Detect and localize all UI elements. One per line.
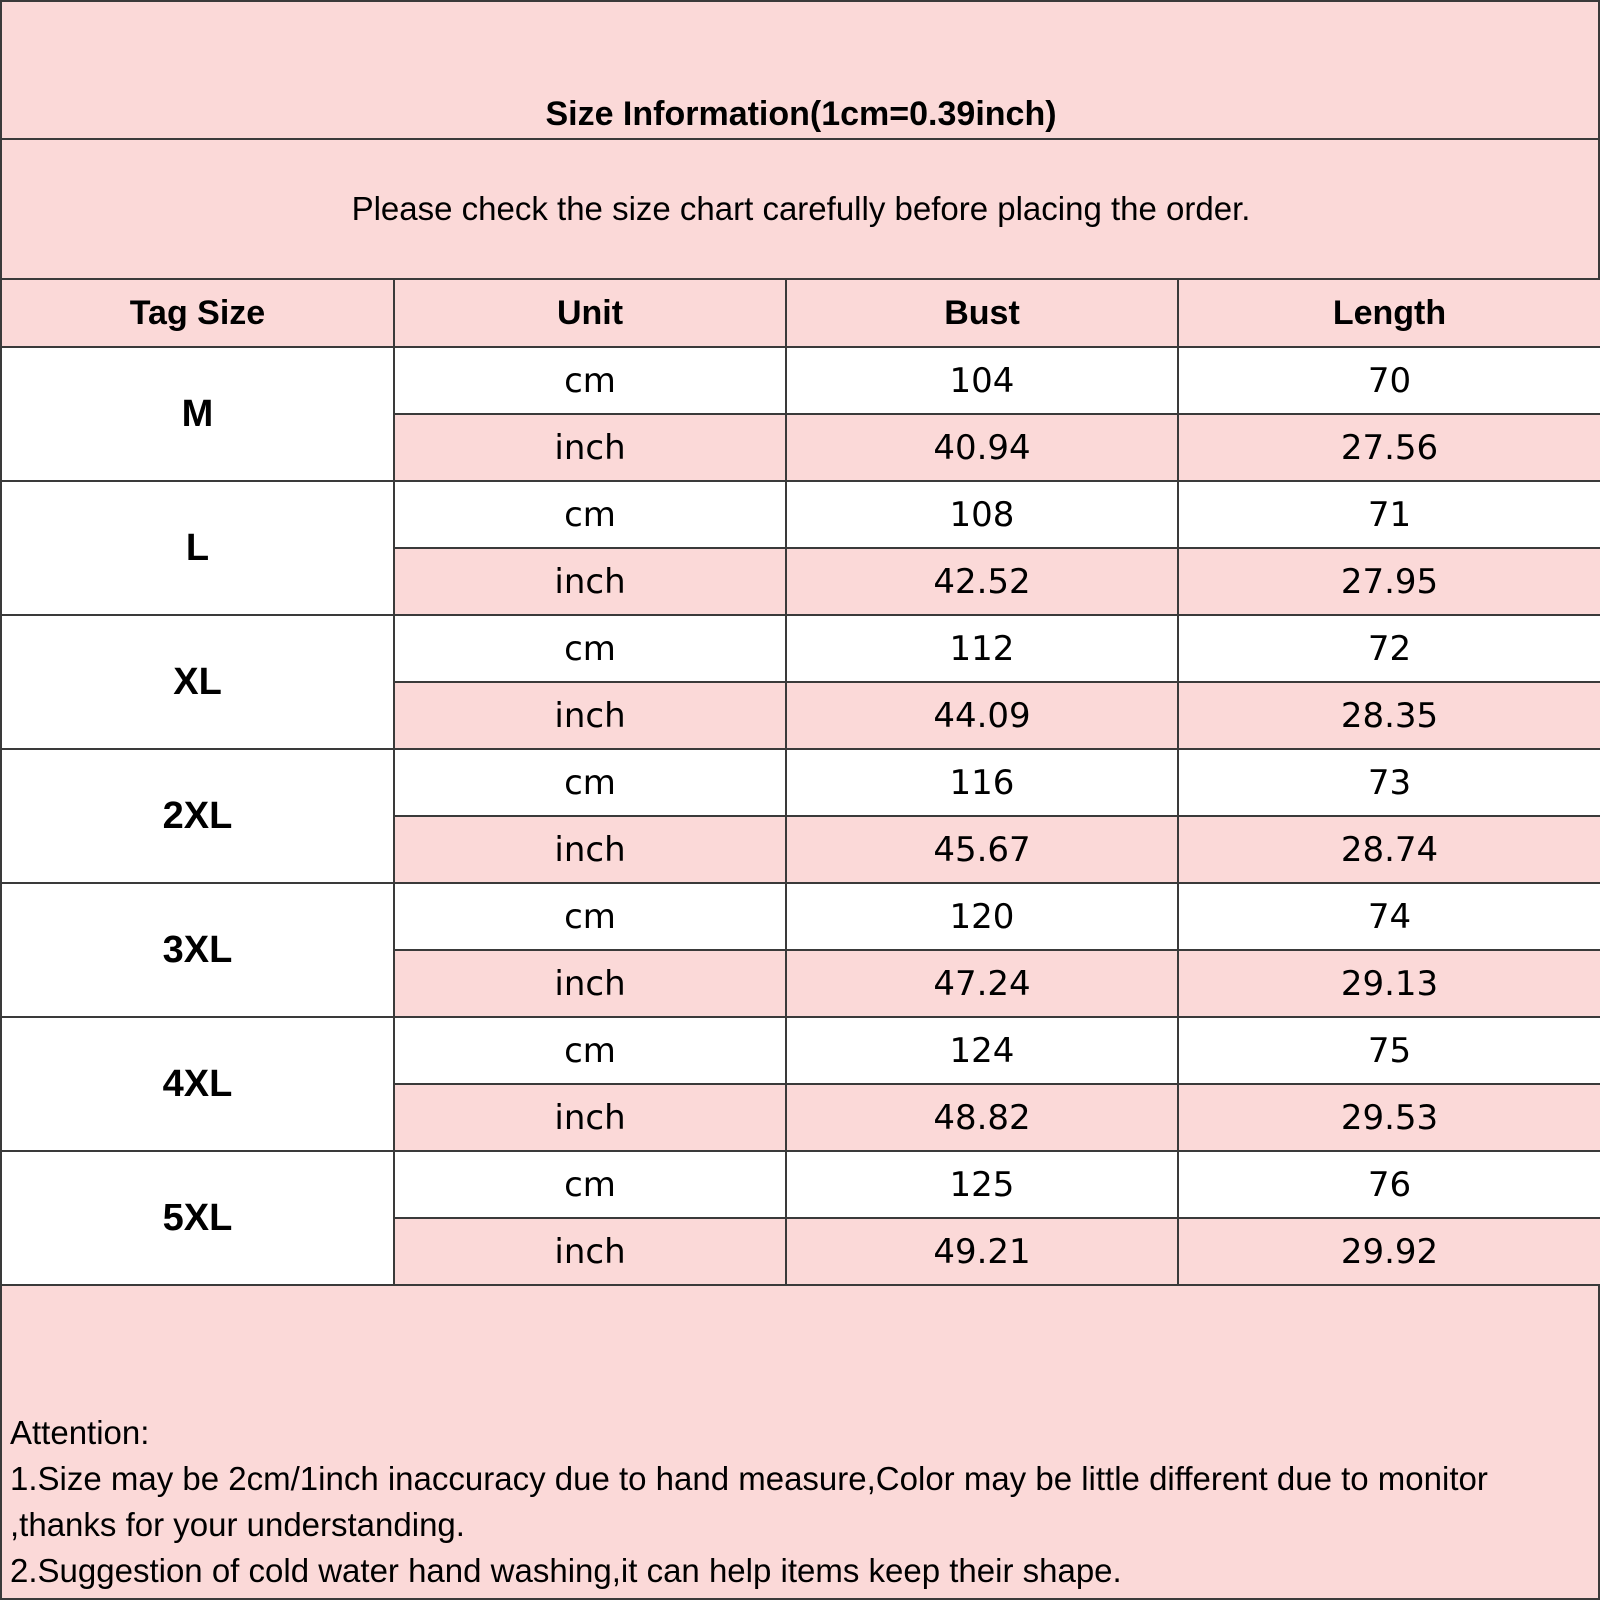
attention-line-2: ,thanks for your understanding. xyxy=(10,1506,465,1543)
length-cell: 29.92 xyxy=(1178,1218,1600,1285)
size-info-title: Size Information(1cm=0.39inch) xyxy=(2,2,1600,140)
bust-cell: 125 xyxy=(786,1151,1178,1218)
bust-cell: 108 xyxy=(786,481,1178,548)
attention-line-3: 2.Suggestion of cold water hand washing,it can help items keep their shape. xyxy=(10,1552,1122,1589)
table-row xyxy=(2,615,1600,682)
unit-cell: cm xyxy=(394,481,786,548)
bust-cell: 42.52 xyxy=(786,548,1178,615)
size-table-body xyxy=(2,280,1600,1285)
length-cell: 74 xyxy=(1178,883,1600,950)
unit-cell: cm xyxy=(394,347,786,414)
unit-cell: cm xyxy=(394,1017,786,1084)
length-cell: 29.13 xyxy=(1178,950,1600,1017)
bust-cell: 120 xyxy=(786,883,1178,950)
header-tag-size: Tag Size xyxy=(2,280,394,347)
bust-cell: 112 xyxy=(786,615,1178,682)
tag-size-cell: M xyxy=(2,347,394,481)
header-bust: Bust xyxy=(786,280,1178,347)
bust-cell: 124 xyxy=(786,1017,1178,1084)
unit-cell: inch xyxy=(394,816,786,883)
table-row xyxy=(2,749,1600,816)
tag-size-cell: 3XL xyxy=(2,883,394,1017)
unit-cell: cm xyxy=(394,883,786,950)
table-row xyxy=(2,1151,1600,1218)
size-table xyxy=(2,280,1600,1286)
bust-cell: 48.82 xyxy=(786,1084,1178,1151)
table-header-row xyxy=(2,280,1600,347)
length-cell: 70 xyxy=(1178,347,1600,414)
length-cell: 72 xyxy=(1178,615,1600,682)
table-row xyxy=(2,347,1600,414)
length-cell: 27.95 xyxy=(1178,548,1600,615)
table-row xyxy=(2,481,1600,548)
unit-cell: inch xyxy=(394,1084,786,1151)
unit-cell: inch xyxy=(394,950,786,1017)
length-cell: 73 xyxy=(1178,749,1600,816)
length-cell: 28.74 xyxy=(1178,816,1600,883)
length-cell: 27.56 xyxy=(1178,414,1600,481)
unit-cell: inch xyxy=(394,682,786,749)
length-cell: 29.53 xyxy=(1178,1084,1600,1151)
bust-cell: 40.94 xyxy=(786,414,1178,481)
tag-size-cell: 4XL xyxy=(2,1017,394,1151)
unit-cell: inch xyxy=(394,1218,786,1285)
length-cell: 76 xyxy=(1178,1151,1600,1218)
bust-cell: 47.24 xyxy=(786,950,1178,1017)
tag-size-cell: 2XL xyxy=(2,749,394,883)
bust-cell: 116 xyxy=(786,749,1178,816)
bust-cell: 104 xyxy=(786,347,1178,414)
table-row xyxy=(2,1017,1600,1084)
header-length: Length xyxy=(1178,280,1600,347)
bust-cell: 45.67 xyxy=(786,816,1178,883)
bust-cell: 44.09 xyxy=(786,682,1178,749)
unit-cell: inch xyxy=(394,548,786,615)
unit-cell: cm xyxy=(394,1151,786,1218)
length-cell: 28.35 xyxy=(1178,682,1600,749)
header-unit: Unit xyxy=(394,280,786,347)
length-cell: 75 xyxy=(1178,1017,1600,1084)
tag-size-cell: L xyxy=(2,481,394,615)
unit-cell: cm xyxy=(394,615,786,682)
unit-cell: cm xyxy=(394,749,786,816)
size-notice: Please check the size chart carefully before placing the order. xyxy=(2,140,1600,280)
unit-cell: inch xyxy=(394,414,786,481)
table-row xyxy=(2,883,1600,950)
attention-heading: Attention: xyxy=(10,1414,150,1451)
attention-notes xyxy=(10,1410,1595,1594)
tag-size-cell: 5XL xyxy=(2,1151,394,1285)
bust-cell: 49.21 xyxy=(786,1218,1178,1285)
tag-size-cell: XL xyxy=(2,615,394,749)
length-cell: 71 xyxy=(1178,481,1600,548)
attention-line-1: 1.Size may be 2cm/1inch inaccuracy due to hand measure,Color may be little different due to monitor xyxy=(10,1460,1488,1497)
